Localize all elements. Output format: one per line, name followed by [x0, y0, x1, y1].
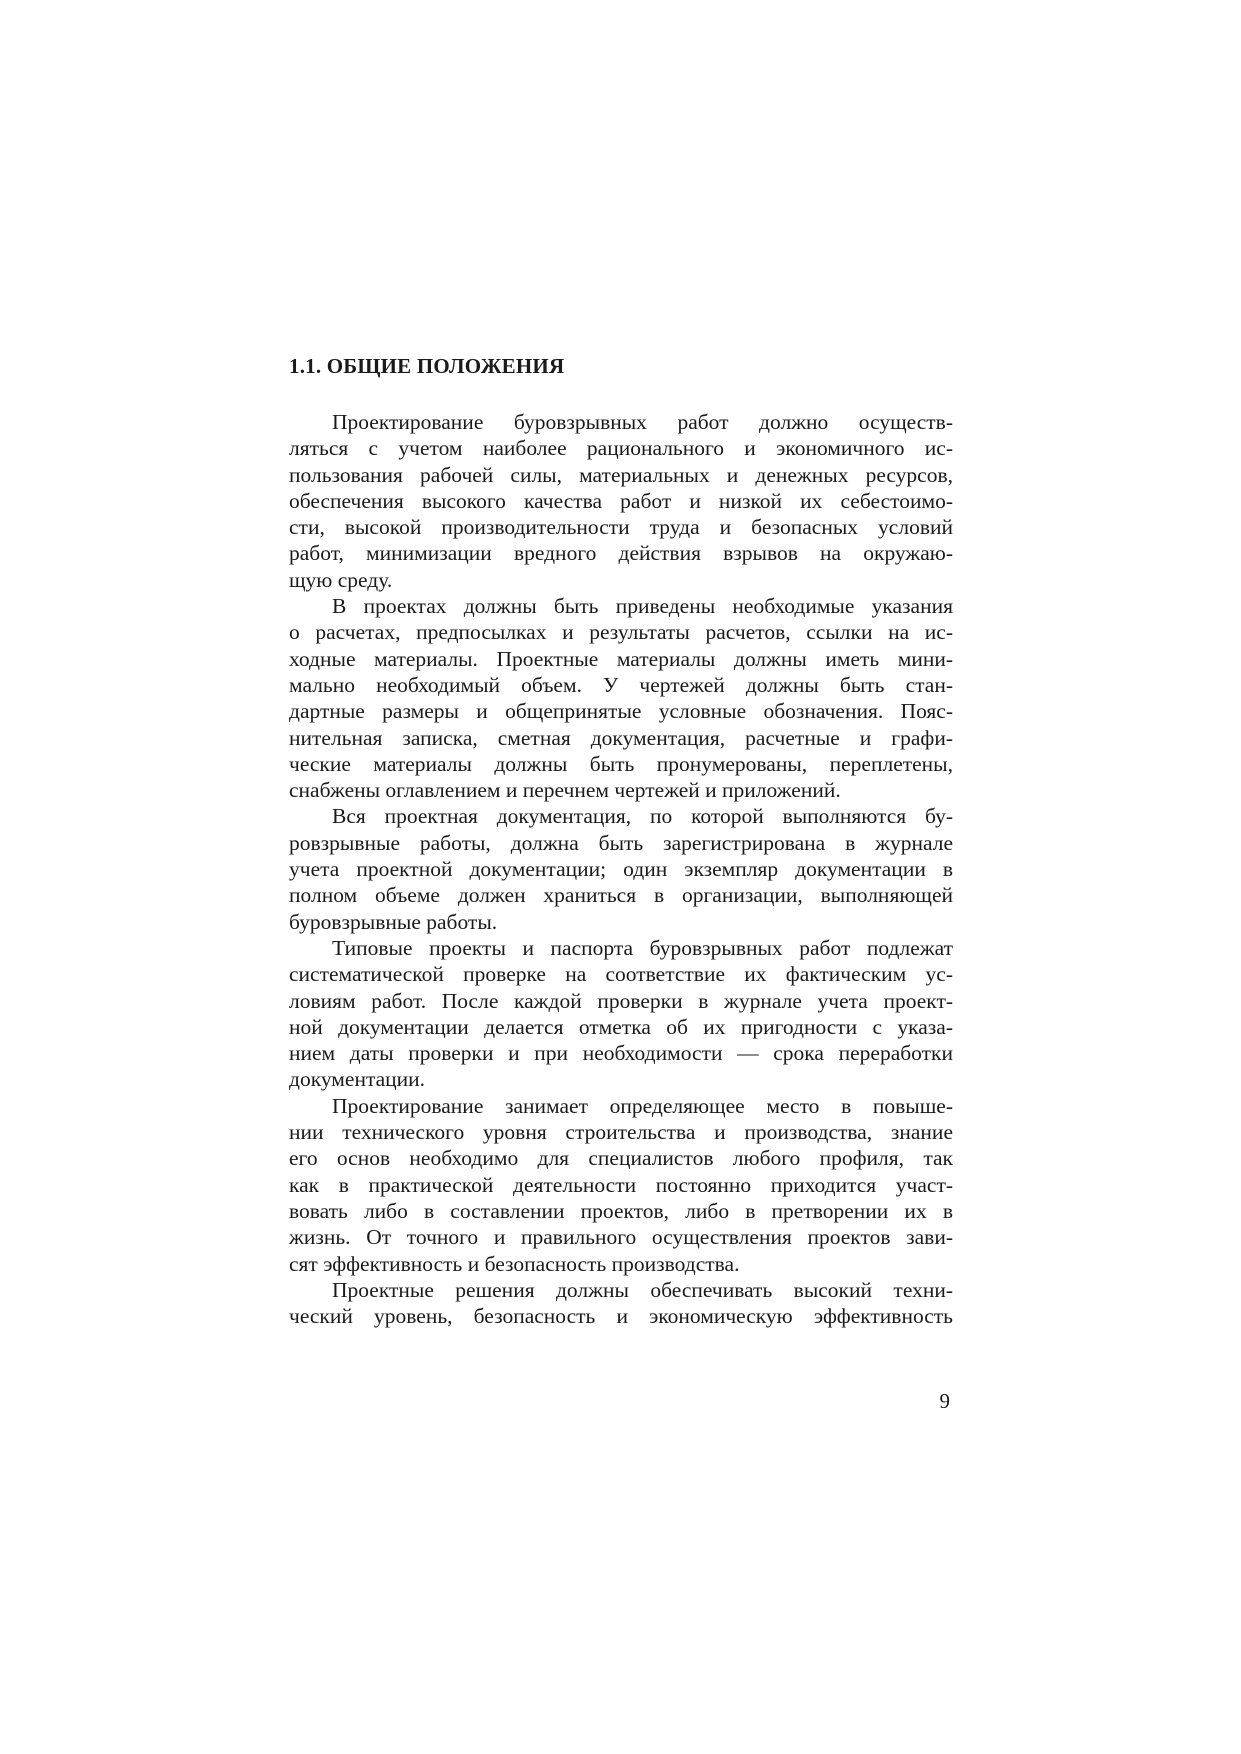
text-line: Проектирование буровзрывных работ должно осуществ- [332, 410, 953, 434]
text-line: нии технического уровня строительства и производства, знание [289, 1120, 953, 1145]
paragraph-3 [289, 803, 953, 934]
text-line: учета проектной документации; один экземпляр документации в [289, 857, 953, 882]
text-line: систематической проверке на соответствие их фактическим ус- [289, 962, 953, 987]
text-line: мально необходимый объем. У чертежей должны быть стан- [289, 672, 953, 697]
page-number: 9 [939, 1389, 950, 1413]
text-line: пользования рабочей силы, материальных и денежных ресурсов, [289, 462, 953, 487]
paragraph-5 [289, 1093, 953, 1277]
text-line: дартные размеры и общепринятые условные обозначения. Пояс- [289, 699, 953, 724]
text-line: Вся проектная документация, по которой выполняются бу- [332, 804, 953, 829]
text-line: ческий уровень, безопасность и экономическую эффективность [289, 1304, 953, 1329]
text-line: Типовые проекты и паспорта буровзрывных работ подлежат [332, 935, 953, 960]
text-line: работ, минимизации вредного действия взрывов на окружаю- [289, 541, 953, 566]
text-line: документации. [289, 1067, 426, 1092]
text-line: нительная записка, сметная документация, расчетные и графи- [289, 725, 953, 750]
text-line: нием даты проверки и при необходимости — срока переработки [289, 1041, 953, 1066]
text-line: жизнь. От точного и правильного осуществления проектов зави- [289, 1225, 953, 1250]
paragraph-2 [289, 593, 953, 803]
text-line: ровзрывные работы, должна быть зарегистрирована в журнале [289, 830, 953, 855]
text-line: ческие материалы должны быть пронумерованы, переплетены, [289, 751, 953, 776]
text-line: о расчетах, предпосылках и результаты расчетов, ссылки на ис- [289, 620, 953, 645]
text-line: обеспечения высокого качества работ и низкой их себестоимо- [289, 488, 953, 513]
text-line: ляться с учетом наиболее рационального и экономичного ис- [289, 436, 953, 461]
text-line: как в практической деятельности постоянно приходится участ- [289, 1172, 953, 1197]
text-line: буровзрывные работы. [289, 909, 498, 934]
paragraph-4 [289, 935, 953, 1093]
body-text [289, 409, 953, 1329]
text-line: Проектные решения должны обеспечивать высокий техни- [332, 1277, 953, 1302]
text-line: сти, высокой производительности труда и безопасных условий [289, 515, 953, 540]
text-line: вовать либо в составлении проектов, либо в претворении их в [289, 1198, 953, 1223]
text-line: В проектах должны быть приведены необходимые указания [332, 594, 953, 619]
text-line: ходные материалы. Проектные материалы должны иметь мини- [289, 646, 953, 671]
text-line: Проектирование занимает определяющее место в повыше- [332, 1093, 953, 1118]
text-line: его основ необходимо для специалистов любого профиля, так [289, 1146, 953, 1171]
text-line: полном объеме должен храниться в организации, выполняющей [289, 883, 953, 908]
text-line: снабжены оглавлением и перечнем чертежей и приложений. [289, 778, 841, 803]
paragraph-1 [289, 409, 953, 593]
section-heading: 1.1. ОБЩИЕ ПОЛОЖЕНИЯ [289, 354, 565, 378]
text-line: сят эффективность и безопасность производства. [289, 1251, 740, 1276]
text-line: ной документации делается отметка об их пригодности с указа- [289, 1014, 953, 1039]
text-line: ловиям работ. После каждой проверки в журнале учета проект- [289, 988, 953, 1013]
text-line: щую среду. [289, 567, 393, 592]
paragraph-6 [289, 1277, 953, 1330]
